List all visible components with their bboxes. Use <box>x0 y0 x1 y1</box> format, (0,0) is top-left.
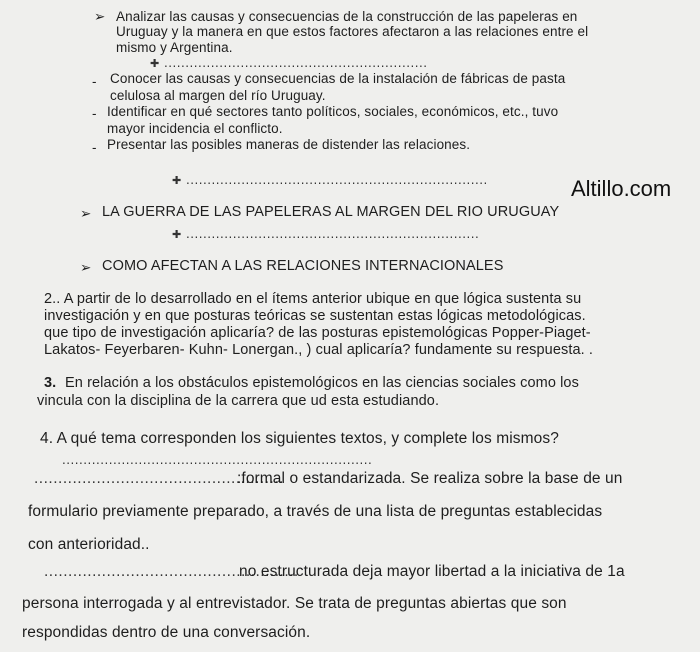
blank-line-4: ......................................................................... <box>62 452 373 467</box>
question-2-line-1: 2.. A partir de lo desarrollado en el ítems anterior ubique en que lógica sustenta su <box>44 291 582 307</box>
watermark: Altillo.com <box>571 176 672 201</box>
question-3-line-2: vincula con la disciplina de la carrera que ud esta estudiando. <box>37 393 440 409</box>
arrow-bullet-icon: ➢ <box>80 260 92 275</box>
text-2-line-1: no estructurada deja mayor libertad a la iniciativa de 1a <box>239 563 625 580</box>
text-1-line-1: :formal o estandarizada. Se realiza sobre la base de un <box>237 470 623 487</box>
pointing-hand-icon: ✚ <box>172 175 182 187</box>
objective-2-line-1: Conocer las causas y consecuencias de la instalación de fábricas de pasta <box>110 71 566 86</box>
question-2-line-4: Lakatos- Feyerbaren- Kuhn- Lonergan., ) cual aplicaría? fundamente su respuesta. . <box>44 342 594 358</box>
question-2-line-2: investigación y en que posturas teóricas se sustentan estas lógicas metodológicas. <box>44 308 586 324</box>
objective-1-line-1: Analizar las causas y consecuencias de la construcción de las papeleras en <box>116 9 578 24</box>
dash-bullet: - <box>92 140 97 155</box>
arrow-bullet-icon: ➢ <box>80 206 92 221</box>
blank-line-2: ✚ ....................................................................... <box>172 172 488 187</box>
objective-3-line-2: mayor incidencia el conflicto. <box>107 121 283 136</box>
pointing-hand-icon: ✚ <box>172 229 182 241</box>
question-4-title: 4. A qué tema corresponden los siguientes textos, y complete los mismos? <box>40 430 559 447</box>
arrow-bullet-icon: ➢ <box>94 9 106 24</box>
dash-bullet: - <box>92 74 97 89</box>
objective-3-line-1: Identificar en qué sectores tanto políticos, sociales, económicos, etc., tuvo <box>107 104 559 119</box>
pointing-hand-icon: ✚ <box>150 58 160 70</box>
text-1-line-3: con anterioridad.. <box>28 536 150 553</box>
question-3-number: 3. <box>44 375 57 391</box>
heading-1: LA GUERRA DE LAS PAPELERAS AL MARGEN DEL RIO URUGUAY <box>102 204 560 220</box>
dash-bullet: - <box>92 106 97 121</box>
answer-blank-2: ..................................................... <box>44 563 299 580</box>
objective-4: Presentar las posibles maneras de distender las relaciones. <box>107 137 471 152</box>
blank-line-3: ✚ ..................................................................... <box>172 226 480 241</box>
answer-blank-1: .................................................... <box>34 470 284 487</box>
text-1-line-2: formulario previamente preparado, a través de una lista de preguntas establecidas <box>28 503 603 520</box>
text-2-line-2: persona interrogada y al entrevistador. Se trata de preguntas abiertas que son <box>22 595 567 612</box>
objective-1-line-2: Uruguay y la manera en que estos factores afectaron a las relaciones entre el <box>116 24 589 39</box>
objective-2-line-2: celulosa al margen del río Uruguay. <box>110 88 326 103</box>
heading-2: COMO AFECTAN A LAS RELACIONES INTERNACIONALES <box>102 258 504 274</box>
question-2-line-3: que tipo de investigación aplicaría? de las posturas epistemológicas Popper-Piaget- <box>44 325 591 341</box>
text-2-line-3: respondidas dentro de una conversación. <box>22 624 311 641</box>
question-3-line-1: En relación a los obstáculos epistemológicos en las ciencias sociales como los <box>65 375 579 391</box>
blank-line-1: ✚ .............................................................. <box>150 55 428 70</box>
objective-1-line-3: mismo y Argentina. <box>116 40 233 55</box>
